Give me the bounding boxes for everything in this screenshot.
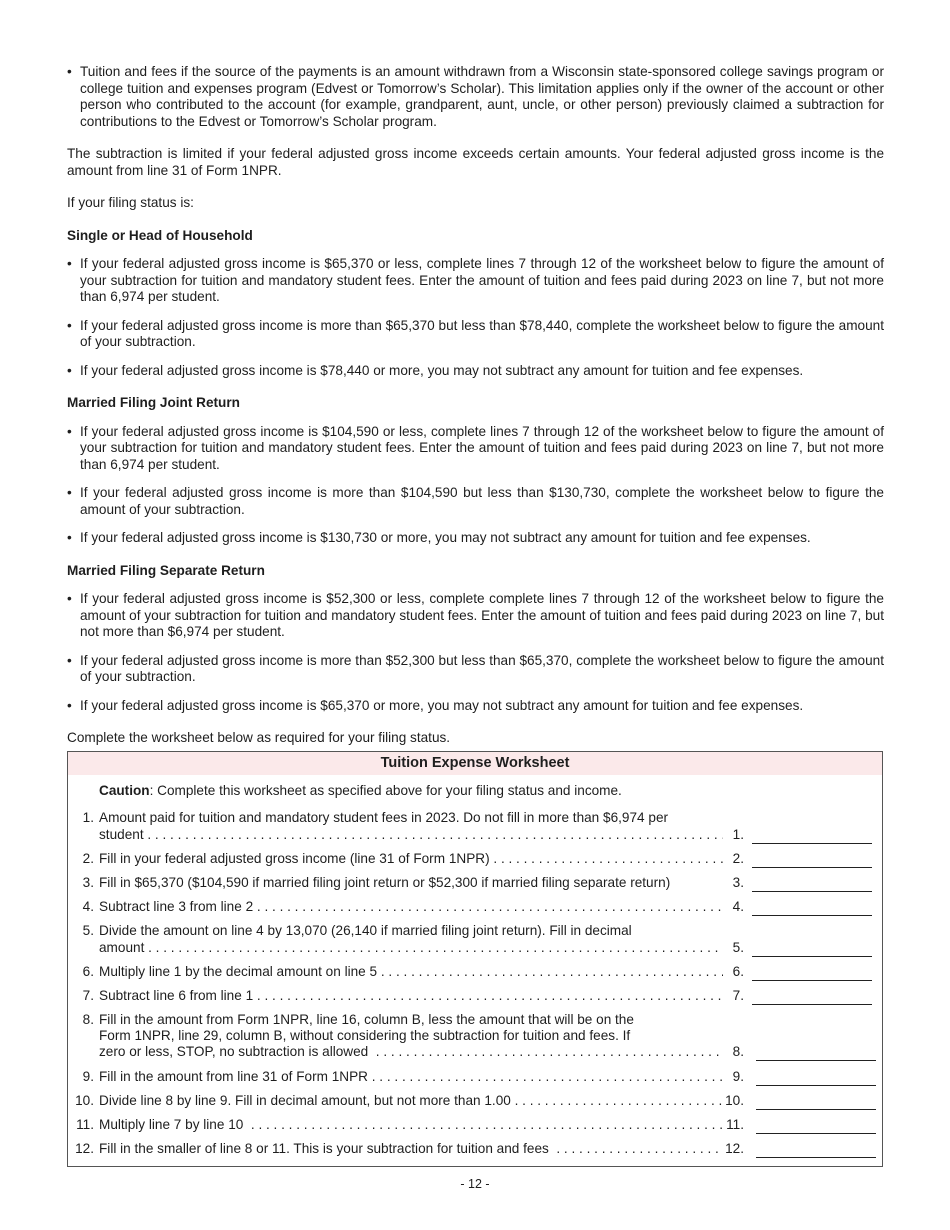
line-number: 1. [82,810,94,825]
complete-paragraph: Complete the worksheet below as required for your filing status. [67,730,451,745]
line-text: Divide the amount on line 4 by 13,070 (26,140 if married filing joint return). Fill in decimal [99,923,632,938]
line-ref: 3. [723,875,744,892]
line-ref: 7. [723,988,744,1005]
line-text-cont: Form 1NPR, line 29, column B, without considering the subtraction for tuition and fees. If [99,1028,631,1043]
joint-bullet-1: • If your federal adjusted gross income is $104,590 or less, complete lines 7 through 12 of the worksheet below to figure the amount of your subtraction for tuition and mandatory student fees. Enter the amount of tuition and fees paid during 2023 on line 7, but not more than 6,974 per student. [67,424,884,474]
line-11-entry-field[interactable] [756,1118,876,1134]
filing-status-paragraph: If your filing status is: [67,195,194,210]
line-text-cont: zero or less, STOP, no subtraction is allowed . . . [99,1044,723,1061]
section-heading-single: Single or Head of Household [67,227,253,243]
line-number: 3. [82,875,94,890]
line-10-entry-field[interactable] [756,1094,876,1110]
line-7-entry-field[interactable] [752,989,872,1005]
line-text: Divide line 8 by line 9. Fill in decimal amount, but not more than 1.00 . . . [99,1093,723,1110]
line-ref: 8. [723,1044,744,1061]
worksheet-caution [99,783,882,800]
line-number: 6. [82,964,94,979]
line-number: 5. [82,923,94,938]
line-6-entry-field[interactable] [752,965,872,981]
line-ref: 9. [723,1069,744,1086]
line-5-entry-field[interactable] [752,941,872,957]
line-8-entry-field[interactable] [756,1045,876,1061]
worksheet-title: Tuition Expense Worksheet [68,752,882,775]
line-number: 4. [82,899,94,914]
line-ref: 5. [723,940,744,957]
line-number: 10. [75,1093,94,1108]
line-1-entry-field[interactable] [752,828,872,844]
caution-text: : Complete this worksheet as specified above for your filing status and income. [149,783,622,798]
separate-bullet-3: • If your federal adjusted gross income is $65,370 or more, you may not subtract any amount for tuition and fee expenses. [67,698,884,715]
line-ref: 6. [723,964,744,981]
line-ref: 2. [723,851,744,868]
line-text: Fill in your federal adjusted gross income (line 31 of Form 1NPR) . . . [99,851,723,868]
line-text: Fill in $65,370 ($104,590 if married filing joint return or $52,300 if married filing separate return) [99,875,671,890]
line-ref: 11. [723,1117,744,1134]
section-heading-separate: Married Filing Separate Return [67,562,265,578]
caution-label: Caution [99,783,150,798]
single-bullet-1: • If your federal adjusted gross income is $65,370 or less, complete lines 7 through 12 of the worksheet below to figure the amount of your subtraction for tuition and mandatory student fees. Enter the amount of tuition and fees paid during 2023 on line 7, but not more than 6,974 per student. [67,256,884,306]
line-text: Multiply line 7 by line 10 . . . [99,1117,723,1134]
line-text: Multiply line 1 by the decimal amount on line 5 . . . [99,964,723,981]
single-bullet-2: • If your federal adjusted gross income is more than $65,370 but less than $78,440, complete the worksheet below to figure the amount of your subtraction. [67,318,884,351]
line-9-entry-field[interactable] [756,1070,876,1086]
line-text-cont: amount . . . [99,940,723,957]
line-text: Fill in the smaller of line 8 or 11. This is your subtraction for tuition and fees . . . [99,1141,723,1158]
intro-bullet: • Tuition and fees if the source of the payments is an amount withdrawn from a Wisconsin state-sponsored college savings program or college tuition and expenses program (Edvest or Tomorrow’s Scholar). This limitation applies only if the owner of the account or other person who contributed to the account (for example, grandparent, aunt, uncle, or other person) previously claimed a subtraction for contributions to the Edvest or Tomorrow’s Scholar program. [67,64,884,130]
line-number: 8. [82,1012,94,1027]
line-text: Fill in the amount from line 31 of Form 1NPR . . . [99,1069,723,1086]
line-ref: 10. [723,1093,744,1110]
tuition-expense-worksheet [67,751,883,1167]
line-text: Amount paid for tuition and mandatory student fees in 2023. Do not fill in more than $6,974 per [99,810,669,825]
line-number: 2. [82,851,94,866]
line-ref: 4. [723,899,744,916]
page-number: - 12 - [460,1177,490,1191]
line-text-cont: student . . . [99,827,723,844]
single-bullet-3: • If your federal adjusted gross income is $78,440 or more, you may not subtract any amount for tuition and fee expenses. [67,363,884,380]
line-12-entry-field[interactable] [756,1142,876,1158]
line-ref: 1. [723,827,744,844]
line-text: Subtract line 6 from line 1 . . . [99,988,723,1005]
line-number: 11. [76,1117,94,1132]
line-text: Subtract line 3 from line 2 . . . [99,899,723,916]
line-ref: 12. [723,1141,744,1158]
joint-bullet-2: • If your federal adjusted gross income is more than $104,590 but less than $130,730, complete the worksheet below to figure the amount of your subtraction. [67,485,884,518]
line-3-entry-field[interactable] [752,876,872,892]
line-number: 7. [82,988,94,1003]
section-heading-joint: Married Filing Joint Return [67,395,240,410]
instructions-body [67,64,884,747]
line-number: 9. [82,1069,94,1084]
limit-paragraph: The subtraction is limited if your federal adjusted gross income exceeds certain amounts. Your federal adjusted gross income is the amount from line 31 of Form 1NPR. [67,146,884,178]
separate-bullet-1: • If your federal adjusted gross income is $52,300 or less, complete complete lines 7 through 12 of the worksheet below to figure the amount of your subtraction for tuition and mandatory student fees. Enter the amount of tuition and fees paid during 2023 on line 7, but not more than $6,974 per student. [67,591,884,641]
joint-bullet-3: • If your federal adjusted gross income is $130,730 or more, you may not subtract any amount for tuition and fee expenses. [67,530,884,547]
separate-bullet-2: • If your federal adjusted gross income is more than $52,300 but less than $65,370, complete the worksheet below to figure the amount of your subtraction. [67,653,884,686]
line-number: 12. [75,1141,94,1156]
line-4-entry-field[interactable] [752,900,872,916]
line-text: Fill in the amount from Form 1NPR, line 16, column B, less the amount that will be on the [99,1012,634,1027]
line-2-entry-field[interactable] [752,852,872,868]
